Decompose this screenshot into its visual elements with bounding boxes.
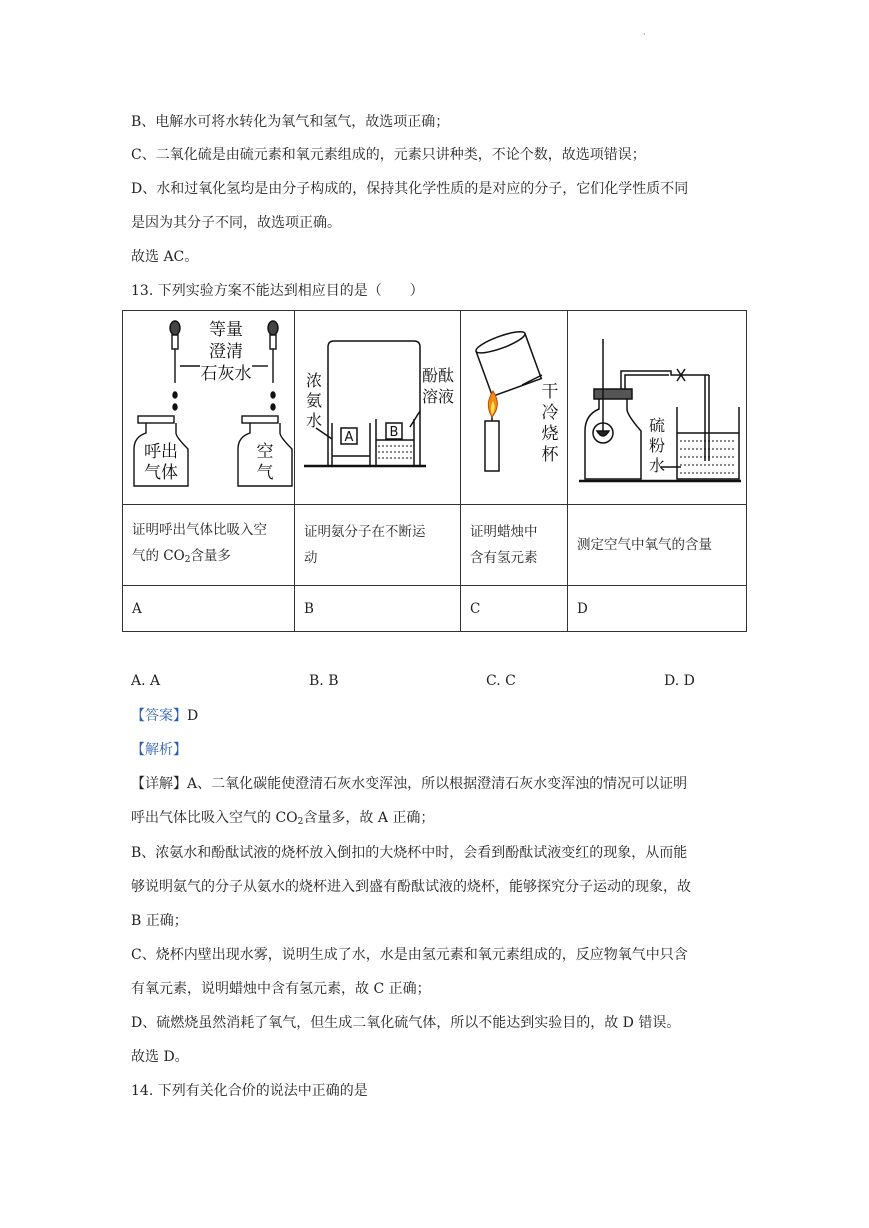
option-a[interactable]: A. A	[131, 673, 161, 689]
description-a-line1: 证明呼出气体比吸入空	[132, 522, 267, 538]
detail-line8: D、硫燃烧虽然消耗了氧气，但生成二氧化硫气体，所以不能达到实验目的，故 D 错误。	[131, 1015, 681, 1031]
detail-line2	[131, 808, 434, 832]
figure-d-oxygen-measurement	[569, 311, 746, 500]
label-a: A	[123, 586, 295, 632]
fig-a-right-bottle-2: 气	[256, 463, 273, 483]
detail-line2-post: 含量多，故 A 正确；	[303, 810, 435, 826]
detail-line1-text: A、二氧化碳能使澄清石灰水变浑浊，所以根据澄清石灰水变浑浊的情况可以证明	[187, 776, 688, 792]
detail-line6: C、烧杯内壁出现水雾，说明生成了水，水是由氢元素和氧元素组成的，反应物氧气中只含	[131, 947, 688, 963]
fig-b-right-2: 溶液	[421, 387, 454, 406]
option-b[interactable]: B. B	[309, 673, 339, 689]
description-a-line2-pre: 气的 CO	[132, 548, 185, 564]
figure-a-cell	[123, 311, 295, 505]
detail-line1	[131, 774, 687, 794]
description-a	[123, 505, 295, 586]
figure-a-co2-comparison	[124, 311, 294, 500]
figure-c-cell	[461, 311, 568, 505]
fig-c-label-1: 干	[541, 382, 558, 402]
question13-stem: 13. 下列实验方案不能达到相应目的是（ ）	[131, 283, 424, 299]
explanation-d-line2: 是因为其分子不同，故选项正确。	[131, 215, 341, 231]
fig-b-left-3: 水	[305, 411, 322, 430]
figure-d-cell	[568, 311, 747, 505]
option-d[interactable]: D. D	[664, 673, 695, 689]
analysis-tag: 【解析】	[131, 742, 187, 758]
explanation-d-line1: D、水和过氧化氢均是由分子构成的，保持其化学性质的是对应的分子，它们化学性质不同	[131, 181, 689, 197]
fig-b-left-1: 浓	[305, 371, 322, 390]
fig-d-label-3: 水	[648, 456, 665, 475]
fig-d-label-2: 粉	[648, 436, 665, 455]
fig-a-reagent-3: 石灰水	[200, 364, 251, 384]
figure-c-candle-beaker	[462, 311, 567, 500]
detail-line2-subscript: 2	[297, 817, 304, 827]
corner-mark: ·	[643, 30, 646, 39]
description-b-line2: 动	[304, 550, 318, 566]
fig-b-right-1: 酚酞	[421, 366, 454, 385]
fig-c-label-4: 杯	[541, 445, 558, 465]
fig-a-right-bottle-1: 空	[256, 442, 273, 462]
detail-line5: B 正确；	[131, 913, 188, 929]
description-a-line2-post: 含量多	[190, 548, 231, 564]
detail-line7: 有氧元素，说明蜡烛中含有氢元素，故 C 正确；	[131, 981, 431, 997]
fig-a-left-bottle-1: 呼出	[143, 442, 178, 462]
description-c-line1: 证明蜡烛中	[470, 524, 538, 540]
description-c-line2: 含有氢元素	[470, 550, 538, 566]
fig-b-left-2: 氨	[305, 391, 322, 410]
detail-line4: 够说明氨气的分子从氨水的烧杯进入到盛有酚酞试液的烧杯，能够探究分子运动的现象，故	[131, 879, 691, 895]
fig-b-beaker-a: A	[344, 430, 353, 445]
fig-c-label-3: 烧	[541, 424, 558, 444]
answer-value: D	[187, 708, 199, 724]
label-b: B	[295, 586, 461, 632]
fig-a-left-bottle-2: 气体	[143, 463, 178, 483]
fig-b-beaker-b: B	[389, 425, 398, 440]
figure-b-cell	[295, 311, 461, 505]
question13-table	[122, 310, 747, 632]
detail-tag: 【详解】	[131, 776, 187, 792]
detail-line2-pre: 呼出气体比吸入空气的 CO	[131, 810, 298, 826]
fig-a-reagent-1: 等量	[208, 320, 243, 340]
description-a-subscript: 2	[184, 555, 191, 565]
answer-line	[131, 706, 198, 726]
answer-tag: 【答案】	[131, 708, 187, 724]
detail-line3: B、浓氨水和酚酞试液的烧杯放入倒扣的大烧杯中时，会看到酚酞试液变红的现象，从而能	[131, 845, 688, 861]
detail-choose: 故选 D。	[131, 1049, 189, 1065]
description-a-line2	[132, 543, 285, 573]
fig-a-reagent-2: 澄清	[208, 342, 243, 362]
description-c	[461, 505, 568, 586]
figure-b-ammonia-diffusion	[296, 311, 460, 500]
description-b	[295, 505, 461, 586]
option-c[interactable]: C. C	[486, 673, 516, 689]
explanation-b: B、电解水可将水转化为氧气和氢气，故选项正确；	[131, 114, 450, 130]
description-b-line1: 证明氨分子在不断运	[304, 524, 426, 540]
question14-stem: 14. 下列有关化合价的说法中正确的是	[131, 1083, 368, 1099]
description-d: 测定空气中氧气的含量	[568, 505, 747, 586]
fig-d-label-1: 硫	[648, 416, 665, 435]
label-c: C	[461, 586, 568, 632]
label-d: D	[568, 586, 747, 632]
explanation-c: C、二氧化硫是由硫元素和氧元素组成的，元素只讲种类，不论个数，故选项错误；	[131, 147, 646, 163]
fig-c-label-2: 冷	[541, 403, 558, 423]
explanation-choose: 故选 AC。	[131, 249, 199, 265]
